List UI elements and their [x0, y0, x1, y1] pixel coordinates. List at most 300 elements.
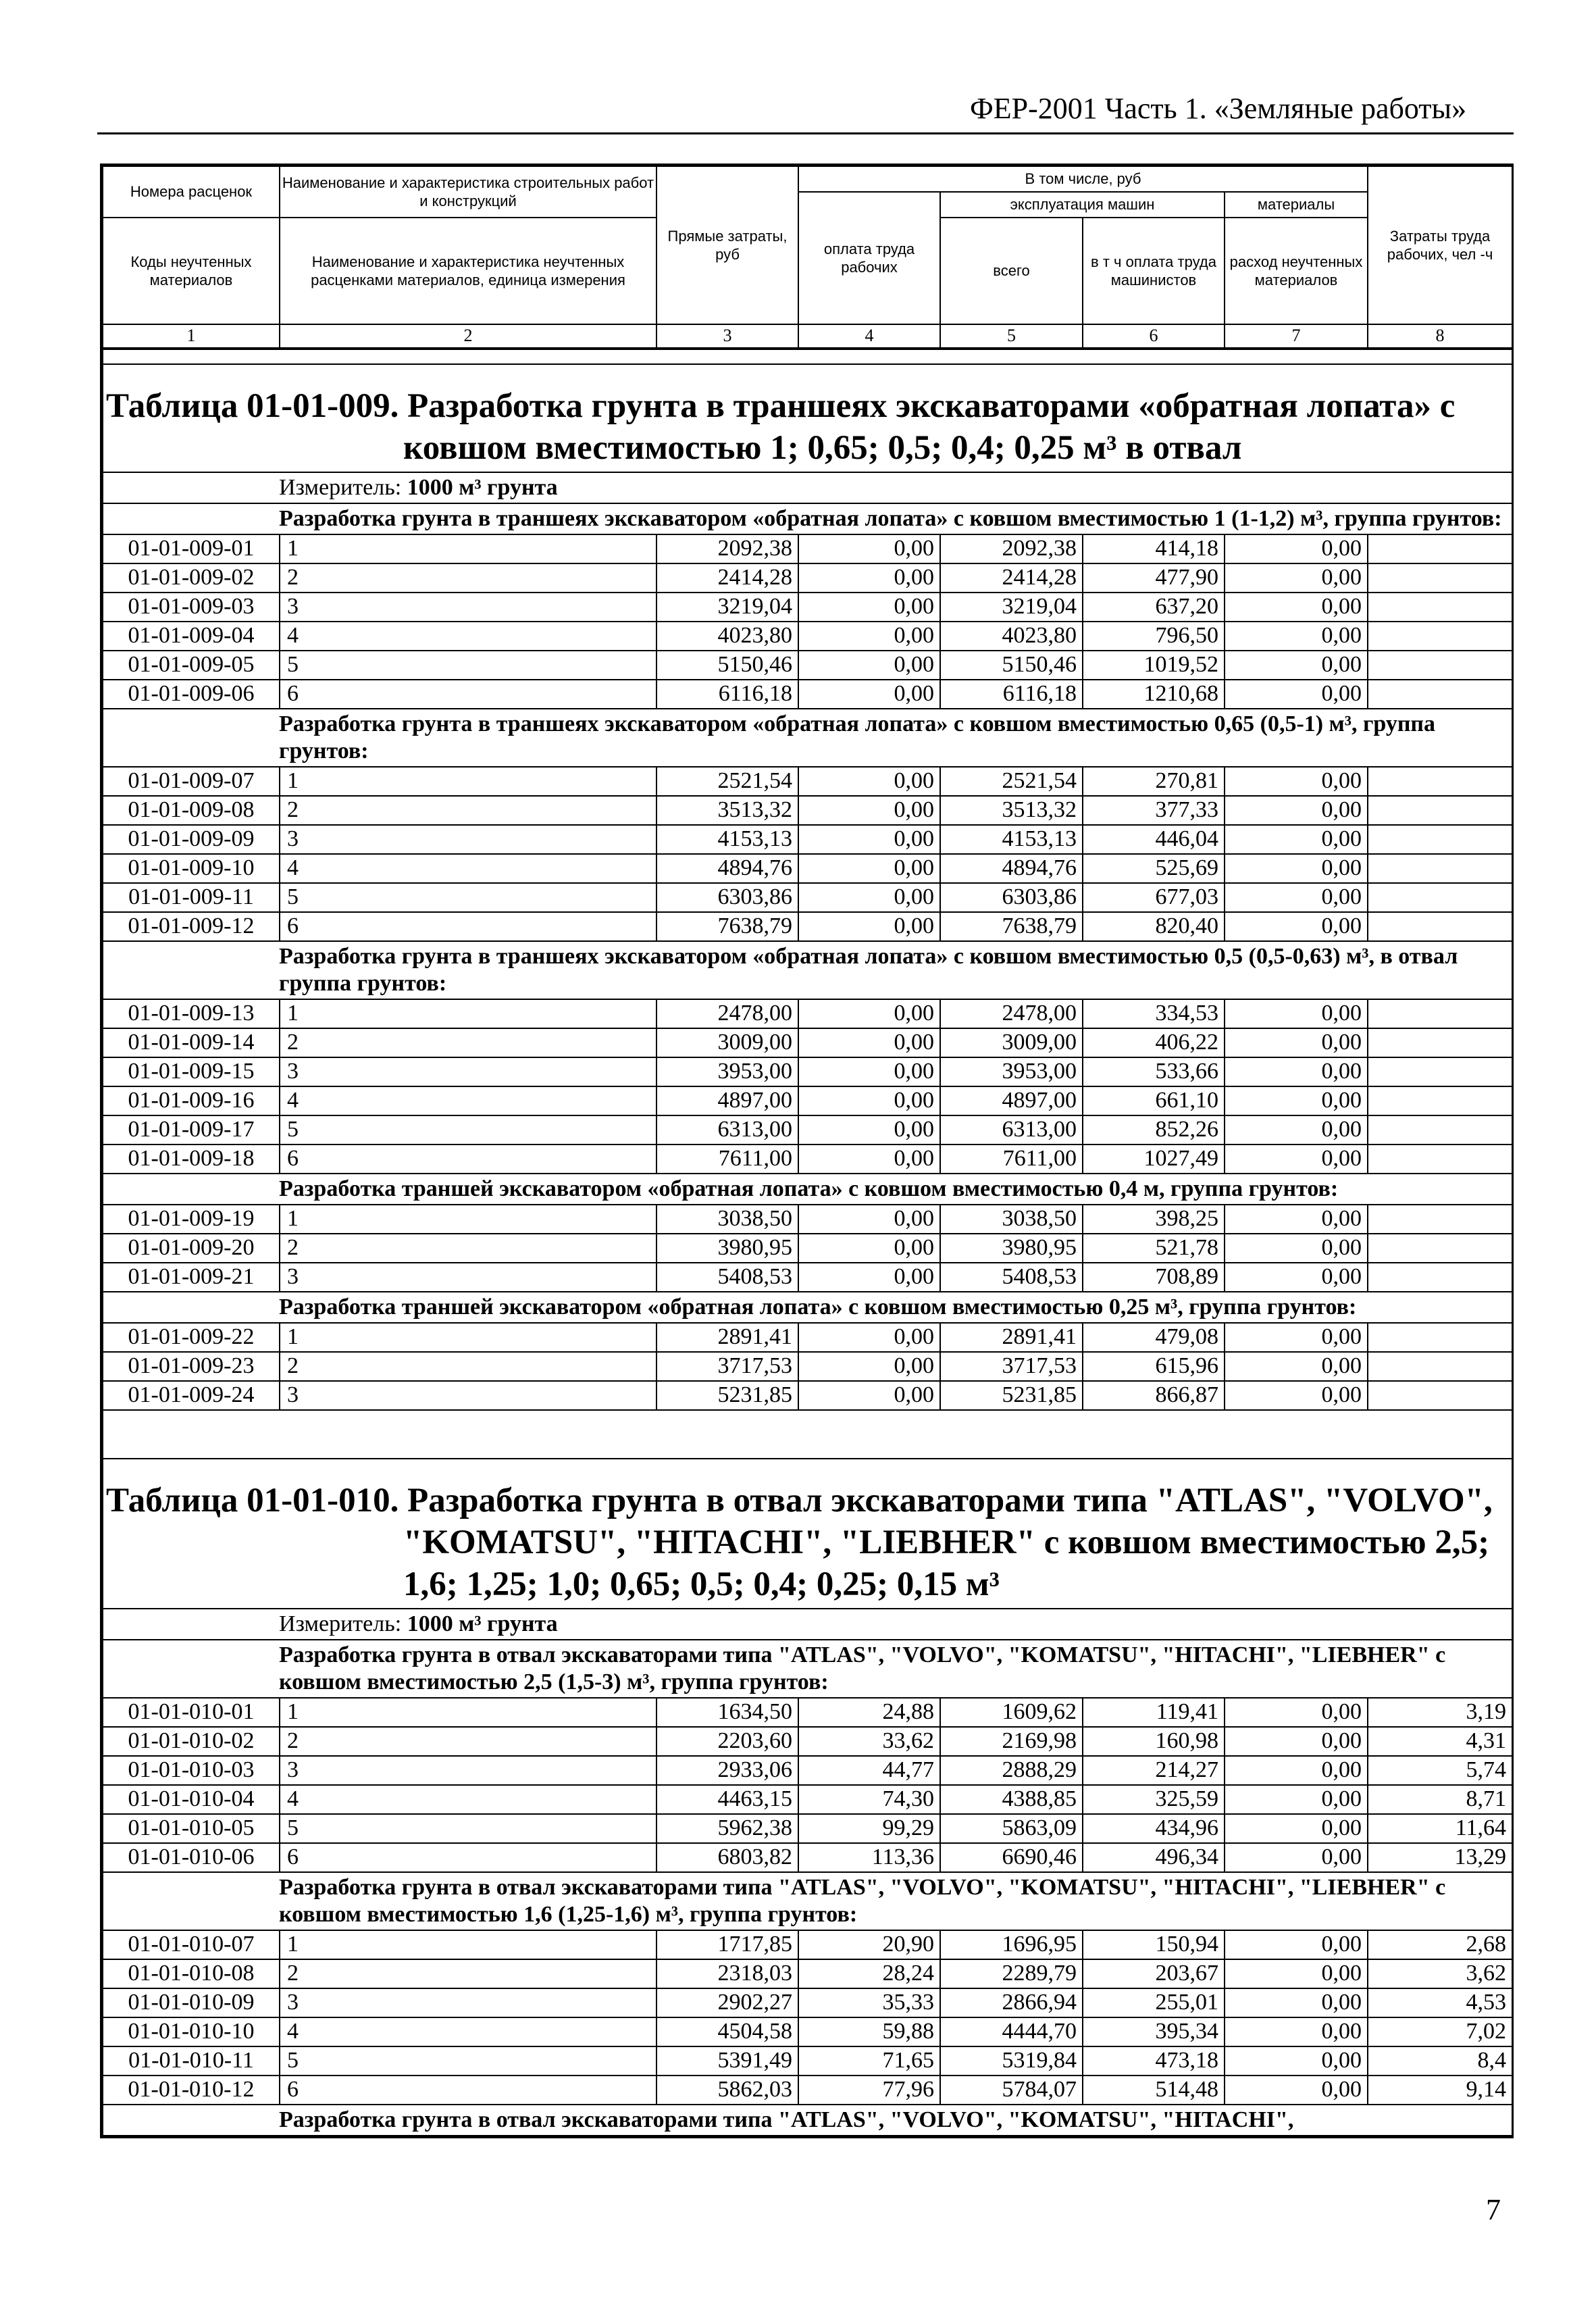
materials-cost: 0,00	[1225, 1205, 1368, 1234]
labor-hours: 3,19	[1368, 1698, 1512, 1727]
labor-hours: 11,64	[1368, 1814, 1512, 1843]
labor-hours	[1368, 1234, 1512, 1263]
machines-total: 5231,85	[940, 1381, 1083, 1410]
soil-group: 6	[280, 2076, 657, 2105]
column-numbers-row	[103, 324, 1512, 348]
worker-pay: 33,62	[798, 1727, 940, 1756]
table-row	[103, 534, 1512, 563]
worker-pay: 0,00	[798, 999, 940, 1028]
materials-cost: 0,00	[1225, 883, 1368, 912]
labor-hours	[1368, 999, 1512, 1028]
table-row	[103, 1234, 1512, 1263]
measure-value: 1000 м³ грунта	[407, 474, 558, 500]
machinist-pay: 521,78	[1083, 1234, 1225, 1263]
rate-code: 01-01-009-17	[103, 1115, 280, 1145]
machines-total: 3953,00	[940, 1057, 1083, 1086]
rate-code: 01-01-009-05	[103, 651, 280, 680]
machines-total: 3009,00	[940, 1028, 1083, 1057]
rate-code: 01-01-010-08	[103, 1959, 280, 1988]
worker-pay: 74,30	[798, 1785, 940, 1814]
materials-cost: 0,00	[1225, 854, 1368, 883]
table-title-line: "KOMATSU", "HITACHI", "LIEBHER" с ковшом вместимостью 2,5;	[403, 1523, 1490, 1561]
column-number: 6	[1083, 324, 1225, 348]
direct-cost: 7638,79	[657, 912, 798, 941]
machines-total: 5863,09	[940, 1814, 1083, 1843]
rate-code: 01-01-009-21	[103, 1263, 280, 1292]
soil-group: 5	[280, 1115, 657, 1145]
rate-code: 01-01-010-12	[103, 2076, 280, 2105]
table-row	[103, 2046, 1512, 2076]
col-materials-header: материалы	[1225, 192, 1368, 218]
rate-code: 01-01-010-06	[103, 1843, 280, 1872]
machinist-pay: 525,69	[1083, 854, 1225, 883]
machines-total: 4023,80	[940, 622, 1083, 651]
machinist-pay: 496,34	[1083, 1843, 1225, 1872]
materials-cost: 0,00	[1225, 1988, 1368, 2017]
machines-total: 1609,62	[940, 1698, 1083, 1727]
table-row	[103, 1205, 1512, 1234]
soil-group: 2	[280, 1028, 657, 1057]
machines-total: 5784,07	[940, 2076, 1083, 2105]
worker-pay: 0,00	[798, 1028, 940, 1057]
worker-pay: 0,00	[798, 1234, 940, 1263]
table-title	[103, 1459, 1512, 1609]
machinist-pay: 820,40	[1083, 912, 1225, 941]
direct-cost: 6303,86	[657, 883, 798, 912]
worker-pay: 77,96	[798, 2076, 940, 2105]
machinist-pay: 150,94	[1083, 1930, 1225, 1959]
machines-total: 6303,86	[940, 883, 1083, 912]
direct-cost: 3009,00	[657, 1028, 798, 1057]
machines-total: 2891,41	[940, 1323, 1083, 1352]
machinist-pay: 203,67	[1083, 1959, 1225, 1988]
machinist-pay: 119,41	[1083, 1698, 1225, 1727]
rate-code: 01-01-010-09	[103, 1988, 280, 2017]
rate-code: 01-01-009-08	[103, 796, 280, 825]
measure-value: 1000 м³ грунта	[407, 1611, 558, 1636]
column-number: 8	[1368, 324, 1512, 348]
materials-cost: 0,00	[1225, 825, 1368, 854]
table-row	[103, 796, 1512, 825]
table-title-line: Таблица 01-01-009. Разработка грунта в траншеях экскаваторами «обратная лопата» с	[106, 386, 1456, 425]
materials-cost: 0,00	[1225, 651, 1368, 680]
machines-total: 2169,98	[940, 1727, 1083, 1756]
worker-pay: 0,00	[798, 1086, 940, 1115]
machinist-pay: 514,48	[1083, 2076, 1225, 2105]
section-heading	[103, 709, 1512, 767]
header-rule	[97, 132, 1514, 134]
machines-total: 5408,53	[940, 1263, 1083, 1292]
machines-total: 3980,95	[940, 1234, 1083, 1263]
rate-code: 01-01-009-22	[103, 1323, 280, 1352]
table-row	[103, 1086, 1512, 1115]
col-materials-consumption-header: расход неучтенных материалов	[1225, 218, 1368, 324]
worker-pay: 44,77	[798, 1756, 940, 1785]
soil-group: 5	[280, 883, 657, 912]
materials-cost: 0,00	[1225, 1263, 1368, 1292]
labor-hours: 8,71	[1368, 1785, 1512, 1814]
materials-cost: 0,00	[1225, 767, 1368, 796]
table-row	[103, 1323, 1512, 1352]
rate-code: 01-01-009-03	[103, 593, 280, 622]
table-title-line: 1,6; 1,25; 1,0; 0,65; 0,5; 0,4; 0,25; 0,15 м³	[403, 1565, 1000, 1603]
soil-group: 1	[280, 1323, 657, 1352]
materials-cost: 0,00	[1225, 1323, 1368, 1352]
soil-group: 3	[280, 1381, 657, 1410]
section-heading	[103, 1292, 1512, 1323]
soil-group: 1	[280, 1930, 657, 1959]
machines-total: 2521,54	[940, 767, 1083, 796]
rate-code: 01-01-009-01	[103, 534, 280, 563]
labor-hours	[1368, 825, 1512, 854]
direct-cost: 6116,18	[657, 680, 798, 709]
worker-pay: 0,00	[798, 1352, 940, 1381]
direct-cost: 6313,00	[657, 1115, 798, 1145]
col-material-names-header: Наименование и характеристика неучтенных расценками материалов, единица измерения	[280, 218, 657, 324]
direct-cost: 4023,80	[657, 622, 798, 651]
column-number: 4	[798, 324, 940, 348]
machines-total: 2414,28	[940, 563, 1083, 593]
machinist-pay: 677,03	[1083, 883, 1225, 912]
soil-group: 6	[280, 680, 657, 709]
labor-hours	[1368, 1086, 1512, 1115]
machines-total: 6690,46	[940, 1843, 1083, 1872]
direct-cost: 1717,85	[657, 1930, 798, 1959]
measure-row	[103, 472, 1512, 503]
machinist-pay: 477,90	[1083, 563, 1225, 593]
column-number: 3	[657, 324, 798, 348]
labor-hours	[1368, 651, 1512, 680]
direct-cost: 4897,00	[657, 1086, 798, 1115]
rate-code: 01-01-010-03	[103, 1756, 280, 1785]
soil-group: 6	[280, 1843, 657, 1872]
materials-cost: 0,00	[1225, 534, 1368, 563]
materials-cost: 0,00	[1225, 1698, 1368, 1727]
direct-cost: 4504,58	[657, 2017, 798, 2046]
section-heading: Разработка траншей экскаватором «обратная лопата» с ковшом вместимостью 0,25 м³, группа грунтов:	[103, 1292, 1512, 1323]
rate-code: 01-01-009-19	[103, 1205, 280, 1234]
worker-pay: 35,33	[798, 1988, 940, 2017]
machines-total: 3038,50	[940, 1205, 1083, 1234]
materials-cost: 0,00	[1225, 796, 1368, 825]
section-heading: Разработка грунта в отвал экскаваторами типа "ATLAS", "VOLVO", "KOMATSU", "HITACHI",	[103, 2105, 1512, 2136]
col-pay-header: оплата труда рабочих	[798, 192, 940, 324]
col-machines-total-header: всего	[940, 218, 1083, 324]
labor-hours	[1368, 1028, 1512, 1057]
worker-pay: 0,00	[798, 651, 940, 680]
materials-cost: 0,00	[1225, 2046, 1368, 2076]
machinist-pay: 637,20	[1083, 593, 1225, 622]
labor-hours	[1368, 1205, 1512, 1234]
machinist-pay: 446,04	[1083, 825, 1225, 854]
labor-hours	[1368, 796, 1512, 825]
machinist-pay: 479,08	[1083, 1323, 1225, 1352]
direct-cost: 1634,50	[657, 1698, 798, 1727]
table-row	[103, 1381, 1512, 1410]
table-row	[103, 1057, 1512, 1086]
materials-cost: 0,00	[1225, 1145, 1368, 1174]
materials-cost: 0,00	[1225, 1028, 1368, 1057]
worker-pay: 0,00	[798, 1057, 940, 1086]
rate-code: 01-01-010-07	[103, 1930, 280, 1959]
table-row	[103, 883, 1512, 912]
worker-pay: 0,00	[798, 854, 940, 883]
rate-code: 01-01-009-18	[103, 1145, 280, 1174]
labor-hours	[1368, 1381, 1512, 1410]
machinist-pay: 406,22	[1083, 1028, 1225, 1057]
worker-pay: 0,00	[798, 593, 940, 622]
materials-cost: 0,00	[1225, 563, 1368, 593]
table-row	[103, 593, 1512, 622]
soil-group: 2	[280, 1352, 657, 1381]
worker-pay: 0,00	[798, 563, 940, 593]
table-row	[103, 1843, 1512, 1872]
machines-total: 3717,53	[940, 1352, 1083, 1381]
machinist-pay: 473,18	[1083, 2046, 1225, 2076]
direct-cost: 3717,53	[657, 1352, 798, 1381]
labor-hours	[1368, 1352, 1512, 1381]
table-row	[103, 2076, 1512, 2105]
machines-total: 2888,29	[940, 1756, 1083, 1785]
labor-hours: 3,62	[1368, 1959, 1512, 1988]
direct-cost: 2933,06	[657, 1756, 798, 1785]
soil-group: 4	[280, 622, 657, 651]
machinist-pay: 377,33	[1083, 796, 1225, 825]
machines-total: 6313,00	[940, 1115, 1083, 1145]
labor-hours	[1368, 563, 1512, 593]
table-row	[103, 1145, 1512, 1174]
soil-group: 4	[280, 854, 657, 883]
soil-group: 2	[280, 796, 657, 825]
section-heading	[103, 1174, 1512, 1205]
machines-total: 2478,00	[940, 999, 1083, 1028]
worker-pay: 28,24	[798, 1959, 940, 1988]
labor-hours	[1368, 622, 1512, 651]
rate-code: 01-01-009-07	[103, 767, 280, 796]
rate-code: 01-01-009-13	[103, 999, 280, 1028]
worker-pay: 0,00	[798, 622, 940, 651]
measure-label: Измеритель:	[279, 474, 402, 500]
section-heading	[103, 503, 1512, 534]
machines-total: 2866,94	[940, 1988, 1083, 2017]
table-row	[103, 1959, 1512, 1988]
table-gap	[103, 1410, 1512, 1459]
direct-cost: 3219,04	[657, 593, 798, 622]
materials-cost: 0,00	[1225, 622, 1368, 651]
section-heading: Разработка грунта в отвал экскаваторами типа "ATLAS", "VOLVO", "KOMATSU", "HITACHI", "LIEBHER" с ковшом вместимостью 2,5 (1,5-3) м³, группа грунтов:	[103, 1640, 1512, 1698]
labor-hours	[1368, 1145, 1512, 1174]
table-row	[103, 1028, 1512, 1057]
soil-group: 1	[280, 534, 657, 563]
rate-code: 01-01-009-02	[103, 563, 280, 593]
direct-cost: 2902,27	[657, 1988, 798, 2017]
machines-total: 4897,00	[940, 1086, 1083, 1115]
col-including-header: В том числе, руб	[798, 166, 1368, 192]
materials-cost: 0,00	[1225, 1785, 1368, 1814]
direct-cost: 3980,95	[657, 1234, 798, 1263]
table-row	[103, 1115, 1512, 1145]
materials-cost: 0,00	[1225, 1115, 1368, 1145]
direct-cost: 2414,28	[657, 563, 798, 593]
soil-group: 1	[280, 767, 657, 796]
soil-group: 1	[280, 1205, 657, 1234]
page-number: 7	[1486, 2193, 1501, 2226]
labor-hours: 7,02	[1368, 2017, 1512, 2046]
table-row	[103, 825, 1512, 854]
materials-cost: 0,00	[1225, 1814, 1368, 1843]
machinist-pay: 414,18	[1083, 534, 1225, 563]
materials-cost: 0,00	[1225, 1352, 1368, 1381]
worker-pay: 99,29	[798, 1814, 940, 1843]
machinist-pay: 395,34	[1083, 2017, 1225, 2046]
table-row	[103, 1814, 1512, 1843]
materials-cost: 0,00	[1225, 1086, 1368, 1115]
measure-row	[103, 1609, 1512, 1640]
table-title-line: Таблица 01-01-010. Разработка грунта в отвал экскаваторами типа "ATLAS", "VOLVO",	[106, 1481, 1493, 1519]
labor-hours	[1368, 593, 1512, 622]
machinist-pay: 334,53	[1083, 999, 1225, 1028]
labor-hours	[1368, 680, 1512, 709]
soil-group: 5	[280, 1814, 657, 1843]
soil-group: 2	[280, 1234, 657, 1263]
machinist-pay: 533,66	[1083, 1057, 1225, 1086]
soil-group: 3	[280, 1988, 657, 2017]
soil-group: 4	[280, 2017, 657, 2046]
section-heading	[103, 1640, 1512, 1698]
table-row	[103, 1756, 1512, 1785]
rate-code: 01-01-010-01	[103, 1698, 280, 1727]
materials-cost: 0,00	[1225, 1234, 1368, 1263]
section-heading: Разработка грунта в траншеях экскаватором «обратная лопата» с ковшом вместимостью 0,5 (0,5-0,63) м³, в отвал группа грунтов:	[103, 941, 1512, 999]
machines-total: 2289,79	[940, 1959, 1083, 1988]
machinist-pay: 214,27	[1083, 1756, 1225, 1785]
labor-hours	[1368, 854, 1512, 883]
labor-hours	[1368, 1057, 1512, 1086]
table-row	[103, 1698, 1512, 1727]
worker-pay: 0,00	[798, 825, 940, 854]
direct-cost: 2318,03	[657, 1959, 798, 1988]
rate-code: 01-01-009-16	[103, 1086, 280, 1115]
table-row	[103, 912, 1512, 941]
rate-code: 01-01-009-10	[103, 854, 280, 883]
machinist-pay: 325,59	[1083, 1785, 1225, 1814]
worker-pay: 0,00	[798, 1115, 940, 1145]
col-rate-number-header: Номера расценок	[103, 166, 280, 218]
direct-cost: 3953,00	[657, 1057, 798, 1086]
machinist-pay: 255,01	[1083, 1988, 1225, 2017]
soil-group: 3	[280, 1263, 657, 1292]
worker-pay: 24,88	[798, 1698, 940, 1727]
soil-group: 6	[280, 1145, 657, 1174]
column-number: 1	[103, 324, 280, 348]
table-row	[103, 651, 1512, 680]
labor-hours: 4,53	[1368, 1988, 1512, 2017]
labor-hours	[1368, 767, 1512, 796]
materials-cost: 0,00	[1225, 2017, 1368, 2046]
worker-pay: 113,36	[798, 1843, 940, 1872]
table-title	[103, 1459, 1512, 1609]
table-row	[103, 767, 1512, 796]
machinist-pay: 160,98	[1083, 1727, 1225, 1756]
table-row	[103, 1352, 1512, 1381]
labor-hours: 13,29	[1368, 1843, 1512, 1872]
table-row	[103, 1785, 1512, 1814]
direct-cost: 5391,49	[657, 2046, 798, 2076]
worker-pay: 0,00	[798, 1323, 940, 1352]
materials-cost: 0,00	[1225, 1381, 1368, 1410]
section-heading	[103, 941, 1512, 999]
machines-total: 3513,32	[940, 796, 1083, 825]
materials-cost: 0,00	[1225, 912, 1368, 941]
table-body	[102, 349, 1513, 2136]
labor-hours	[1368, 1115, 1512, 1145]
labor-hours: 5,74	[1368, 1756, 1512, 1785]
machines-total: 5319,84	[940, 2046, 1083, 2076]
labor-hours: 2,68	[1368, 1930, 1512, 1959]
direct-cost: 6803,82	[657, 1843, 798, 1872]
machines-total: 5150,46	[940, 651, 1083, 680]
section-heading: Разработка грунта в траншеях экскаватором «обратная лопата» с ковшом вместимостью 0,65 (0,5-1) м³, группа грунтов:	[103, 709, 1512, 767]
direct-cost: 5408,53	[657, 1263, 798, 1292]
col-work-name-header: Наименование и характеристика строительных работ и конструкций	[280, 166, 657, 218]
machines-total: 4388,85	[940, 1785, 1083, 1814]
materials-cost: 0,00	[1225, 1756, 1368, 1785]
rate-code: 01-01-010-11	[103, 2046, 280, 2076]
direct-cost: 3513,32	[657, 796, 798, 825]
labor-hours: 4,31	[1368, 1727, 1512, 1756]
direct-cost: 5862,03	[657, 2076, 798, 2105]
materials-cost: 0,00	[1225, 999, 1368, 1028]
soil-group: 2	[280, 1727, 657, 1756]
column-number: 7	[1225, 324, 1368, 348]
direct-cost: 5231,85	[657, 1381, 798, 1410]
direct-cost: 4463,15	[657, 1785, 798, 1814]
table-title	[103, 364, 1512, 472]
direct-cost: 4894,76	[657, 854, 798, 883]
spacer-row	[103, 349, 1512, 364]
machinist-pay: 796,50	[1083, 622, 1225, 651]
direct-cost: 5150,46	[657, 651, 798, 680]
section-heading: Разработка грунта в траншеях экскаватором «обратная лопата» с ковшом вместимостью 1 (1-1,2) м³, группа грунтов:	[103, 503, 1512, 534]
machinist-pay: 866,87	[1083, 1381, 1225, 1410]
machinist-pay: 852,26	[1083, 1115, 1225, 1145]
materials-cost: 0,00	[1225, 1959, 1368, 1988]
soil-group: 5	[280, 651, 657, 680]
col-machinist-pay-header: в т ч оплата труда машинистов	[1083, 218, 1225, 324]
table-row	[103, 1930, 1512, 1959]
soil-group: 1	[280, 999, 657, 1028]
materials-cost: 0,00	[1225, 1727, 1368, 1756]
soil-group: 3	[280, 593, 657, 622]
worker-pay: 0,00	[798, 1205, 940, 1234]
worker-pay: 0,00	[798, 680, 940, 709]
table-row	[103, 1727, 1512, 1756]
worker-pay: 0,00	[798, 796, 940, 825]
materials-cost: 0,00	[1225, 1930, 1368, 1959]
machines-total: 7611,00	[940, 1145, 1083, 1174]
rate-code: 01-01-009-04	[103, 622, 280, 651]
col-material-codes-header: Коды неучтенных материалов	[103, 218, 280, 324]
table-row	[103, 1988, 1512, 2017]
labor-hours: 8,4	[1368, 2046, 1512, 2076]
direct-cost: 3038,50	[657, 1205, 798, 1234]
rate-code: 01-01-009-12	[103, 912, 280, 941]
rate-code: 01-01-009-09	[103, 825, 280, 854]
labor-hours	[1368, 883, 1512, 912]
section-heading: Разработка траншей экскаватором «обратная лопата» с ковшом вместимостью 0,4 м, группа грунтов:	[103, 1174, 1512, 1205]
materials-cost: 0,00	[1225, 1843, 1368, 1872]
worker-pay: 71,65	[798, 2046, 940, 2076]
